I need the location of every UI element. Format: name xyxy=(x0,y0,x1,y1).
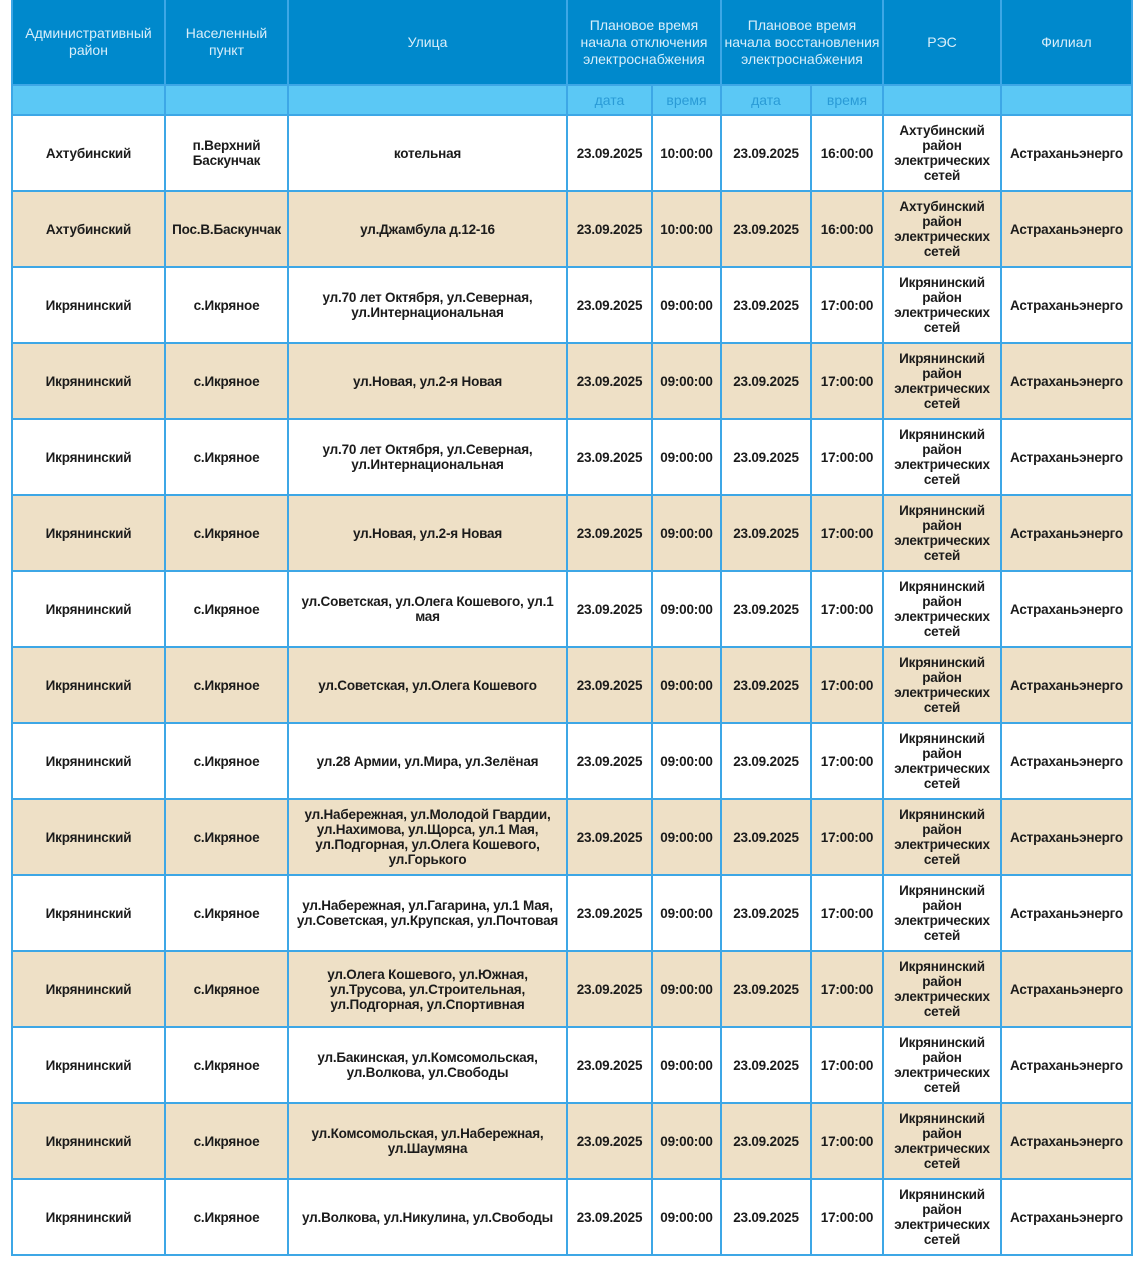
subheader-empty xyxy=(1001,85,1132,115)
cell-branch: Астраханьэнерго xyxy=(1001,571,1132,647)
cell-off-time: 10:00:00 xyxy=(652,115,721,191)
cell-on-date: 23.09.2025 xyxy=(721,191,811,267)
cell-on-date: 23.09.2025 xyxy=(721,571,811,647)
cell-locality: с.Икряное xyxy=(165,1103,288,1179)
header-street: Улица xyxy=(288,0,567,85)
header-locality: Населенный пункт xyxy=(165,0,288,85)
outage-schedule-table xyxy=(11,0,1133,1256)
cell-district: Икрянинский xyxy=(12,1179,165,1255)
cell-locality: с.Икряное xyxy=(165,1027,288,1103)
cell-street: ул.70 лет Октября, ул.Северная, ул.Интернациональная xyxy=(288,419,567,495)
cell-street: ул.Волкова, ул.Никулина, ул.Свободы xyxy=(288,1179,567,1255)
cell-off-time: 10:00:00 xyxy=(652,191,721,267)
table-row xyxy=(12,419,1132,495)
subheader-empty xyxy=(288,85,567,115)
table-row xyxy=(12,191,1132,267)
cell-res: Икрянинский район электрических сетей xyxy=(883,1179,1001,1255)
cell-street: ул.Советская, ул.Олега Кошевого xyxy=(288,647,567,723)
cell-branch: Астраханьэнерго xyxy=(1001,1027,1132,1103)
table-row xyxy=(12,875,1132,951)
cell-off-date: 23.09.2025 xyxy=(567,1027,652,1103)
cell-branch: Астраханьэнерго xyxy=(1001,951,1132,1027)
cell-on-time: 17:00:00 xyxy=(811,951,883,1027)
cell-district: Икрянинский xyxy=(12,343,165,419)
cell-branch: Астраханьэнерго xyxy=(1001,1179,1132,1255)
table-row xyxy=(12,1103,1132,1179)
cell-branch: Астраханьэнерго xyxy=(1001,343,1132,419)
cell-off-date: 23.09.2025 xyxy=(567,1103,652,1179)
subheader-empty xyxy=(883,85,1001,115)
cell-off-date: 23.09.2025 xyxy=(567,267,652,343)
header-restore-time: Плановое время начала восстановления электроснабжения xyxy=(721,0,883,85)
cell-on-date: 23.09.2025 xyxy=(721,115,811,191)
cell-off-date: 23.09.2025 xyxy=(567,647,652,723)
cell-locality: с.Икряное xyxy=(165,1179,288,1255)
cell-district: Икрянинский xyxy=(12,647,165,723)
cell-off-date: 23.09.2025 xyxy=(567,115,652,191)
cell-district: Икрянинский xyxy=(12,267,165,343)
cell-off-time: 09:00:00 xyxy=(652,723,721,799)
cell-off-time: 09:00:00 xyxy=(652,647,721,723)
cell-locality: с.Икряное xyxy=(165,267,288,343)
subheader-on-date: дата xyxy=(721,85,811,115)
cell-on-time: 17:00:00 xyxy=(811,723,883,799)
cell-off-date: 23.09.2025 xyxy=(567,875,652,951)
cell-on-date: 23.09.2025 xyxy=(721,1103,811,1179)
cell-off-time: 09:00:00 xyxy=(652,571,721,647)
subheader-off-date: дата xyxy=(567,85,652,115)
cell-locality: с.Икряное xyxy=(165,419,288,495)
cell-locality: с.Икряное xyxy=(165,495,288,571)
cell-off-date: 23.09.2025 xyxy=(567,799,652,875)
cell-street: ул.70 лет Октября, ул.Северная, ул.Интернациональная xyxy=(288,267,567,343)
cell-on-date: 23.09.2025 xyxy=(721,1027,811,1103)
cell-street: ул.Комсомольская, ул.Набережная, ул.Шаумяна xyxy=(288,1103,567,1179)
subheader-off-time: время xyxy=(652,85,721,115)
cell-locality: с.Икряное xyxy=(165,951,288,1027)
header-row xyxy=(12,0,1132,85)
cell-on-time: 16:00:00 xyxy=(811,115,883,191)
cell-locality: п.Верхний Баскунчак xyxy=(165,115,288,191)
cell-on-date: 23.09.2025 xyxy=(721,1179,811,1255)
cell-branch: Астраханьэнерго xyxy=(1001,267,1132,343)
cell-locality: Пос.В.Баскунчак xyxy=(165,191,288,267)
cell-off-time: 09:00:00 xyxy=(652,419,721,495)
cell-res: Икрянинский район электрических сетей xyxy=(883,495,1001,571)
cell-on-time: 17:00:00 xyxy=(811,419,883,495)
cell-res: Икрянинский район электрических сетей xyxy=(883,1103,1001,1179)
cell-res: Икрянинский район электрических сетей xyxy=(883,723,1001,799)
cell-on-time: 16:00:00 xyxy=(811,191,883,267)
cell-off-date: 23.09.2025 xyxy=(567,951,652,1027)
cell-locality: с.Икряное xyxy=(165,875,288,951)
cell-district: Икрянинский xyxy=(12,419,165,495)
cell-on-time: 17:00:00 xyxy=(811,267,883,343)
cell-on-date: 23.09.2025 xyxy=(721,419,811,495)
cell-on-time: 17:00:00 xyxy=(811,875,883,951)
cell-res: Икрянинский район электрических сетей xyxy=(883,1027,1001,1103)
cell-district: Икрянинский xyxy=(12,875,165,951)
cell-off-time: 09:00:00 xyxy=(652,1027,721,1103)
cell-locality: с.Икряное xyxy=(165,723,288,799)
cell-on-time: 17:00:00 xyxy=(811,1103,883,1179)
cell-off-date: 23.09.2025 xyxy=(567,495,652,571)
subheader-row xyxy=(12,85,1132,115)
cell-branch: Астраханьэнерго xyxy=(1001,647,1132,723)
table-row xyxy=(12,267,1132,343)
cell-street: ул.Советская, ул.Олега Кошевого, ул.1 мая xyxy=(288,571,567,647)
cell-on-time: 17:00:00 xyxy=(811,571,883,647)
cell-res: Ахтубинский район электрических сетей xyxy=(883,115,1001,191)
cell-res: Икрянинский район электрических сетей xyxy=(883,951,1001,1027)
cell-off-time: 09:00:00 xyxy=(652,951,721,1027)
subheader-on-time: время xyxy=(811,85,883,115)
cell-district: Ахтубинский xyxy=(12,115,165,191)
cell-locality: с.Икряное xyxy=(165,647,288,723)
cell-on-date: 23.09.2025 xyxy=(721,495,811,571)
subheader-empty xyxy=(12,85,165,115)
cell-off-time: 09:00:00 xyxy=(652,799,721,875)
cell-district: Икрянинский xyxy=(12,951,165,1027)
cell-branch: Астраханьэнерго xyxy=(1001,799,1132,875)
cell-street: ул.Новая, ул.2-я Новая xyxy=(288,495,567,571)
cell-district: Икрянинский xyxy=(12,799,165,875)
cell-res: Икрянинский район электрических сетей xyxy=(883,419,1001,495)
cell-street: ул.Набережная, ул.Гагарина, ул.1 Мая, ул.Советская, ул.Крупская, ул.Почтовая xyxy=(288,875,567,951)
cell-res: Ахтубинский район электрических сетей xyxy=(883,191,1001,267)
cell-branch: Астраханьэнерго xyxy=(1001,115,1132,191)
cell-on-time: 17:00:00 xyxy=(811,495,883,571)
cell-on-date: 23.09.2025 xyxy=(721,267,811,343)
cell-res: Икрянинский район электрических сетей xyxy=(883,647,1001,723)
cell-district: Икрянинский xyxy=(12,1027,165,1103)
cell-off-time: 09:00:00 xyxy=(652,343,721,419)
cell-res: Икрянинский район электрических сетей xyxy=(883,343,1001,419)
cell-res: Икрянинский район электрических сетей xyxy=(883,571,1001,647)
cell-off-date: 23.09.2025 xyxy=(567,343,652,419)
cell-district: Ахтубинский xyxy=(12,191,165,267)
cell-res: Икрянинский район электрических сетей xyxy=(883,267,1001,343)
header-res: РЭС xyxy=(883,0,1001,85)
cell-on-time: 17:00:00 xyxy=(811,799,883,875)
cell-off-date: 23.09.2025 xyxy=(567,1179,652,1255)
cell-off-date: 23.09.2025 xyxy=(567,191,652,267)
cell-on-time: 17:00:00 xyxy=(811,1027,883,1103)
cell-locality: с.Икряное xyxy=(165,571,288,647)
table-row xyxy=(12,495,1132,571)
cell-branch: Астраханьэнерго xyxy=(1001,723,1132,799)
table-row xyxy=(12,1027,1132,1103)
cell-street: ул.Бакинская, ул.Комсомольская, ул.Волкова, ул.Свободы xyxy=(288,1027,567,1103)
cell-locality: с.Икряное xyxy=(165,343,288,419)
cell-locality: с.Икряное xyxy=(165,799,288,875)
cell-district: Икрянинский xyxy=(12,495,165,571)
cell-res: Икрянинский район электрических сетей xyxy=(883,875,1001,951)
cell-on-date: 23.09.2025 xyxy=(721,875,811,951)
cell-off-date: 23.09.2025 xyxy=(567,419,652,495)
table-row xyxy=(12,799,1132,875)
cell-branch: Астраханьэнерго xyxy=(1001,875,1132,951)
cell-district: Икрянинский xyxy=(12,571,165,647)
cell-street: ул.Олега Кошевого, ул.Южная, ул.Трусова, ул.Строительная, ул.Подгорная, ул.Спортивная xyxy=(288,951,567,1027)
header-district: Административный район xyxy=(12,0,165,85)
cell-on-date: 23.09.2025 xyxy=(721,951,811,1027)
cell-off-date: 23.09.2025 xyxy=(567,571,652,647)
cell-on-time: 17:00:00 xyxy=(811,647,883,723)
cell-res: Икрянинский район электрических сетей xyxy=(883,799,1001,875)
cell-street: ул.Джамбула д.12-16 xyxy=(288,191,567,267)
cell-off-time: 09:00:00 xyxy=(652,1179,721,1255)
cell-on-date: 23.09.2025 xyxy=(721,647,811,723)
table-row xyxy=(12,571,1132,647)
cell-off-time: 09:00:00 xyxy=(652,875,721,951)
cell-street: котельная xyxy=(288,115,567,191)
table-row xyxy=(12,647,1132,723)
table-row xyxy=(12,115,1132,191)
cell-on-time: 17:00:00 xyxy=(811,343,883,419)
cell-on-time: 17:00:00 xyxy=(811,1179,883,1255)
cell-off-time: 09:00:00 xyxy=(652,267,721,343)
cell-off-time: 09:00:00 xyxy=(652,1103,721,1179)
table-row xyxy=(12,343,1132,419)
cell-street: ул.28 Армии, ул.Мира, ул.Зелёная xyxy=(288,723,567,799)
cell-branch: Астраханьэнерго xyxy=(1001,419,1132,495)
cell-district: Икрянинский xyxy=(12,723,165,799)
header-branch: Филиал xyxy=(1001,0,1132,85)
cell-on-date: 23.09.2025 xyxy=(721,343,811,419)
cell-off-time: 09:00:00 xyxy=(652,495,721,571)
table-row xyxy=(12,1179,1132,1255)
table-row xyxy=(12,951,1132,1027)
cell-district: Икрянинский xyxy=(12,1103,165,1179)
cell-branch: Астраханьэнерго xyxy=(1001,495,1132,571)
subheader-empty xyxy=(165,85,288,115)
cell-off-date: 23.09.2025 xyxy=(567,723,652,799)
header-off-time: Плановое время начала отключения электроснабжения xyxy=(567,0,721,85)
table-row xyxy=(12,723,1132,799)
cell-on-date: 23.09.2025 xyxy=(721,723,811,799)
cell-branch: Астраханьэнерго xyxy=(1001,1103,1132,1179)
cell-street: ул.Новая, ул.2-я Новая xyxy=(288,343,567,419)
cell-street: ул.Набережная, ул.Молодой Гвардии, ул.Нахимова, ул.Щорса, ул.1 Мая, ул.Подгорная, ул.Олега Кошевого, ул.Горького xyxy=(288,799,567,875)
cell-on-date: 23.09.2025 xyxy=(721,799,811,875)
cell-branch: Астраханьэнерго xyxy=(1001,191,1132,267)
